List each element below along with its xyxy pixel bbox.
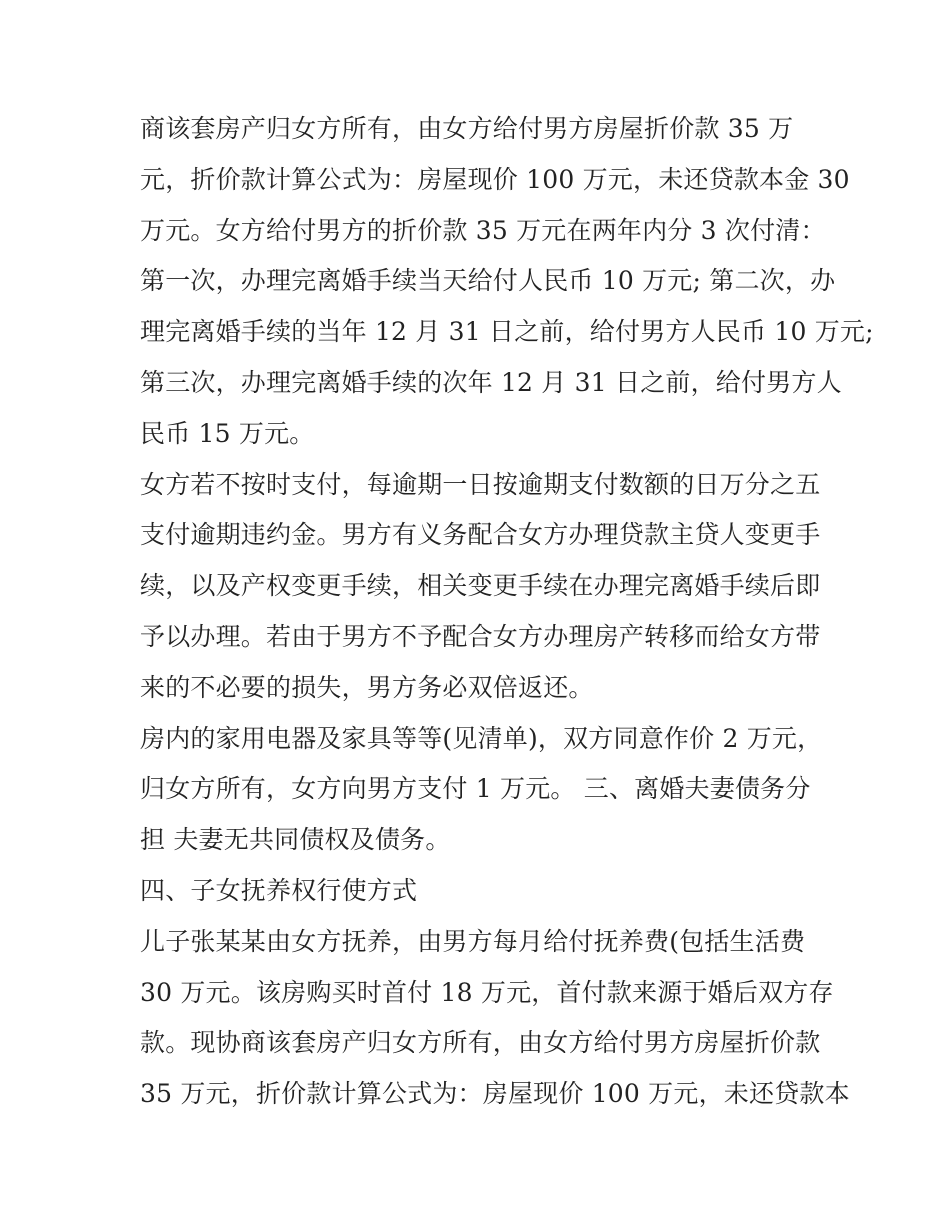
text-line-9: 支付逾期违约金。男方有义务配合女方办理贷款主贷人变更手	[140, 520, 821, 550]
text-line-19: 款。现协商该套房产归女方所有，由女方给付男方房屋折价款	[140, 1028, 821, 1058]
text-line-10: 续，以及产权变更手续，相关变更手续在办理完离婚手续后即	[140, 571, 821, 601]
text-line-18: 30 万元。该房购买时首付 18 万元，首付款来源于婚后双方存	[140, 977, 834, 1007]
text-line-13: 房内的家用电器及家具等等(见清单)，双方同意作价 2 万元，	[140, 723, 823, 753]
text-line-2: 元，折价款计算公式为：房屋现价 100 万元，未还贷款本金 30	[140, 164, 850, 194]
text-line-7: 民币 15 万元。	[140, 418, 315, 448]
text-line-14: 归女方所有，女方向男方支付 1 万元。 三、离婚夫妻债务分	[140, 774, 811, 804]
text-line-4: 第一次，办理完离婚手续当天给付人民币 10 万元; 第二次，办	[140, 266, 836, 296]
text-line-1: 商该套房产归女方所有，由女方给付男方房屋折价款 35 万	[140, 114, 794, 143]
text-line-6: 第三次，办理完离婚手续的次年 12 月 31 日之前，给付男方人	[140, 367, 842, 397]
text-line-15: 担 夫妻无共同债权及债务。	[140, 825, 451, 855]
text-line-3: 万元。女方给付男方的折价款 35 万元在两年内分 3 次付清：	[140, 215, 826, 245]
document-body	[140, 104, 874, 1120]
text-line-16: 四、子女抚养权行使方式	[140, 875, 418, 905]
text-line-12: 来的不必要的损失，男方务必双倍返还。	[140, 672, 594, 702]
text-line-8: 女方若不按时支付，每逾期一日按逾期支付数额的日万分之五	[140, 469, 821, 499]
text-line-17: 儿子张某某由女方抚养，由男方每月给付抚养费(包括生活费	[140, 926, 806, 956]
text-line-11: 予以办理。若由于男方不予配合女方办理房产转移而给女方带	[140, 621, 821, 651]
text-line-20: 35 万元，折价款计算公式为：房屋现价 100 万元，未还贷款本	[140, 1079, 850, 1109]
text-line-5: 理完离婚手续的当年 12 月 31 日之前，给付男方人民币 10 万元;	[140, 317, 874, 347]
